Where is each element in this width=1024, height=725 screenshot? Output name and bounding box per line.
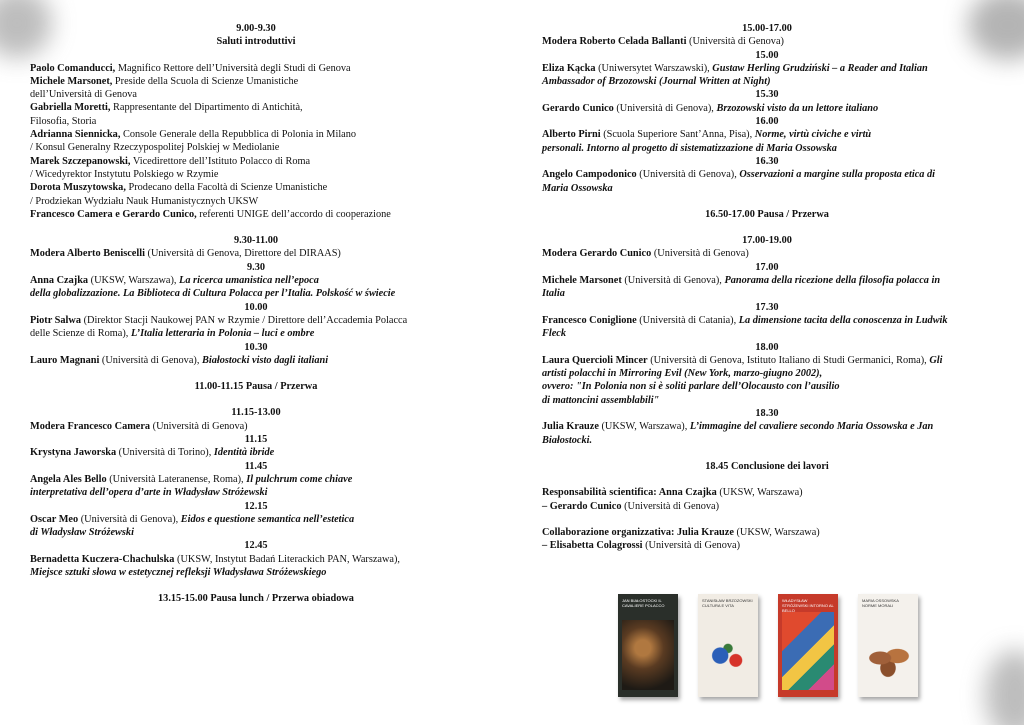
flower-cover-icon [702, 634, 754, 682]
talk-title-cont: di mattoncini assemblabili" [542, 394, 660, 406]
talk-time: 17.30 [755, 301, 779, 313]
greeting-line: / Wicedyrektor Instytutu Polskiego w Rzymie [30, 168, 219, 180]
break-line: 11.00-11.15 Pausa / Przerwa [194, 381, 318, 393]
painting-cover-icon [622, 620, 674, 690]
talk-time: 9.30 [246, 261, 266, 273]
talk-entry: Lauro Magnani (Università di Genova), Białostocki visto dagli italiani [30, 354, 329, 366]
talk-time: 12.45 [244, 540, 268, 552]
talk-entry: Francesco Coniglione (Università di Catania), La dimensione tacita della conoscenza in Ludwik [542, 314, 948, 326]
session-time: 17.00-19.00 [742, 235, 792, 247]
talk-time: 10.00 [244, 301, 268, 313]
talk-entry: Angelo Campodonico (Università di Genova), Osservazioni a margine sulla proposta etica di [542, 169, 935, 181]
greeting-line: / Konsul Generalny Rzeczypospolitej Polskiej w Mediolanie [30, 142, 280, 154]
responsibility-line: Responsabilità scientifica: Anna Czajka (UKSW, Warszawa) [542, 487, 803, 499]
talk-entry: Gerardo Cunico (Università di Genova), Brzozowski visto da un lettore italiano [542, 102, 879, 114]
talk-entry: Angela Ales Bello (Università Lateranense, Roma), Il pulchrum come chiave [30, 473, 353, 485]
talk-title-cont: Ambassador of Brzozowski (Journal Written at Night) [542, 76, 771, 88]
corner-smudge-bottom-right [985, 650, 1024, 725]
talk-title-cont: interpretativa dell’opera d’arte in Władysław Stróżewski [30, 487, 268, 499]
lunch-break: 13.15-15.00 Pausa lunch / Przerwa obiadowa [158, 593, 354, 605]
talk-title-cont: Italia [542, 288, 565, 300]
session-time: 15.00-17.00 [742, 23, 792, 34]
moderator-line: Modera Gerardo Cunico (Università di Genova) [542, 248, 749, 260]
talk-time: 16.30 [755, 155, 779, 167]
talk-time: 17.00 [755, 261, 779, 273]
greeting-line: Francesco Camera e Gerardo Cunico, referenti UNIGE dell’accordo di cooperazione [30, 208, 391, 220]
talk-title-cont: Maria Ossowska [542, 182, 613, 194]
talk-entry: Laura Quercioli Mincer (Università di Genova, Istituto Italiano di Studi Germanici, Roma), Gli [542, 354, 943, 366]
greeting-line: Dorota Muszytowska, Prodecano della Facoltà di Scienze Umanistiche [30, 182, 328, 194]
talk-entry: Oscar Meo (Università di Genova), Eidos e questione semantica nell’estetica [30, 513, 355, 525]
talk-entry: Alberto Pirni (Scuola Superiore Sant’Anna, Pisa), Norme, virtù civiche e virtù [542, 129, 872, 141]
break-line: 16.50-17.00 Pausa / Przerwa [705, 208, 829, 220]
talk-entry: Anna Czajka (UKSW, Warszawa), La ricerca umanistica nell’epoca [30, 275, 319, 287]
moderator-line: Modera Roberto Celada Ballanti (Università di Genova) [542, 36, 784, 48]
bread-cover-icon [862, 638, 914, 678]
book-covers [590, 594, 930, 702]
abstract-cover-icon [782, 612, 834, 690]
responsibility-line-2: – Gerardo Cunico (Università di Genova) [542, 500, 720, 512]
greeting-line: Marek Szczepanowski, Vicedirettore dell’Istituto Polacco di Roma [30, 155, 311, 167]
talk-time: 11.15 [244, 434, 268, 446]
talk-time: 16.00 [755, 116, 779, 128]
conclusion-line: 18.45 Conclusione dei lavori [705, 460, 829, 472]
talk-time: 18.30 [755, 408, 779, 420]
moderator-line: Modera Francesco Camera (Università di Genova) [30, 420, 248, 432]
talk-entry: Michele Marsonet (Università di Genova), Panorama della ricezione della filosofia polacca in [542, 275, 941, 287]
talk-time: 15.00 [755, 49, 779, 61]
left-column [30, 22, 482, 606]
collaboration-line-2: – Elisabetta Colagrossi (Università di Genova) [542, 540, 741, 552]
talk-time: 11.45 [244, 460, 268, 472]
talk-entry: Piotr Salwa (Direktor Stacji Naukowej PAN w Rzymie / Direttore dell’Accademia Polacca [30, 314, 408, 326]
session-time: 11.15-13.00 [231, 407, 281, 419]
talk-time: 18.00 [755, 341, 779, 353]
talk-title-cont: Białostocki. [542, 434, 593, 446]
book-cover: JAN BIAŁOSTOCKI IL CAVALIERE POLACCO [618, 594, 678, 697]
talk-time: 12.15 [244, 500, 268, 512]
greeting-line: / Prodziekan Wydziału Nauk Humanistycznych UKSW [30, 195, 259, 207]
talk-title-cont: artisti polacchi in Mirroring Evil (New York, marzo-giugno 2002), [542, 368, 823, 380]
moderator-line: Modera Alberto Beniscelli (Università di Genova, Direttore del DIRAAS) [30, 248, 341, 260]
talk-title-cont: di Władysław Stróżewski [30, 527, 134, 539]
book-cover: STANISŁAW BRZOZOWSKI CULTURA E VITA [698, 594, 758, 697]
session-title: Saluti introduttivi [216, 36, 296, 48]
talk-entry: Krystyna Jaworska (Università di Torino), Identità ibride [30, 447, 275, 459]
book-cover: MARIA OSSOWSKA NORME MORALI [858, 594, 918, 697]
talk-time: 15.30 [755, 89, 779, 101]
talk-entry: Julia Krauze (UKSW, Warszawa), L’immagine del cavaliere secondo Maria Ossowska e Jan [542, 421, 934, 433]
talk-title-cont: personali. Intorno al progetto di sistematizzazione di Maria Ossowska [542, 142, 837, 154]
greetings-list [30, 62, 482, 222]
talk-title-cont: ovvero: "In Polonia non si è soliti parlare dell’Olocausto con l’ausilio [542, 381, 840, 393]
greeting-line: dell’Università di Genova [30, 89, 137, 101]
session-time: 9.30-11.00 [233, 235, 279, 247]
talk-title-cont: della globalizzazione. La Biblioteca di Cultura Polacca per l’Italia. Polskość w świecie [30, 288, 396, 300]
right-column [542, 22, 992, 552]
session-time: 9.00-9.30 [236, 23, 276, 34]
talk-entry: Bernadetta Kuczera-Chachulska (UKSW, Instytut Badań Literackich PAN, Warszawa), [30, 553, 400, 565]
greeting-line: Gabriella Moretti, Rappresentante del Dipartimento di Antichità, [30, 102, 303, 114]
talk-title-cont: Miejsce sztuki słowa w estetycznej refleksji Władysława Stróżewskiego [30, 566, 327, 578]
talk-time: 10.30 [244, 341, 268, 353]
greeting-line: Michele Marsonet, Preside della Scuola di Scienze Umanistiche [30, 75, 299, 87]
book-cover: WŁADYSŁAW STRÓŻEWSKI INTORNO AL BELLO [778, 594, 838, 697]
collaboration-line: Collaborazione organizzativa: Julia Krauze (UKSW, Warszawa) [542, 526, 820, 538]
talk-entry: Eliza Kącka (Uniwersytet Warszawski), Gustaw Herling Grudziński – a Reader and Italian [542, 62, 928, 74]
talk-entry-cont: delle Scienze di Roma), L’Italia letteraria in Polonia – luci e ombre [30, 328, 315, 340]
greeting-line: Filosofia, Storia [30, 115, 97, 127]
greeting-line: Adrianna Siennicka, Console Generale della Repubblica di Polonia in Milano [30, 129, 357, 141]
talk-title-cont: Fleck [542, 328, 567, 340]
greeting-line: Paolo Comanducci, Magnifico Rettore dell’Università degli Studi di Genova [30, 62, 351, 74]
